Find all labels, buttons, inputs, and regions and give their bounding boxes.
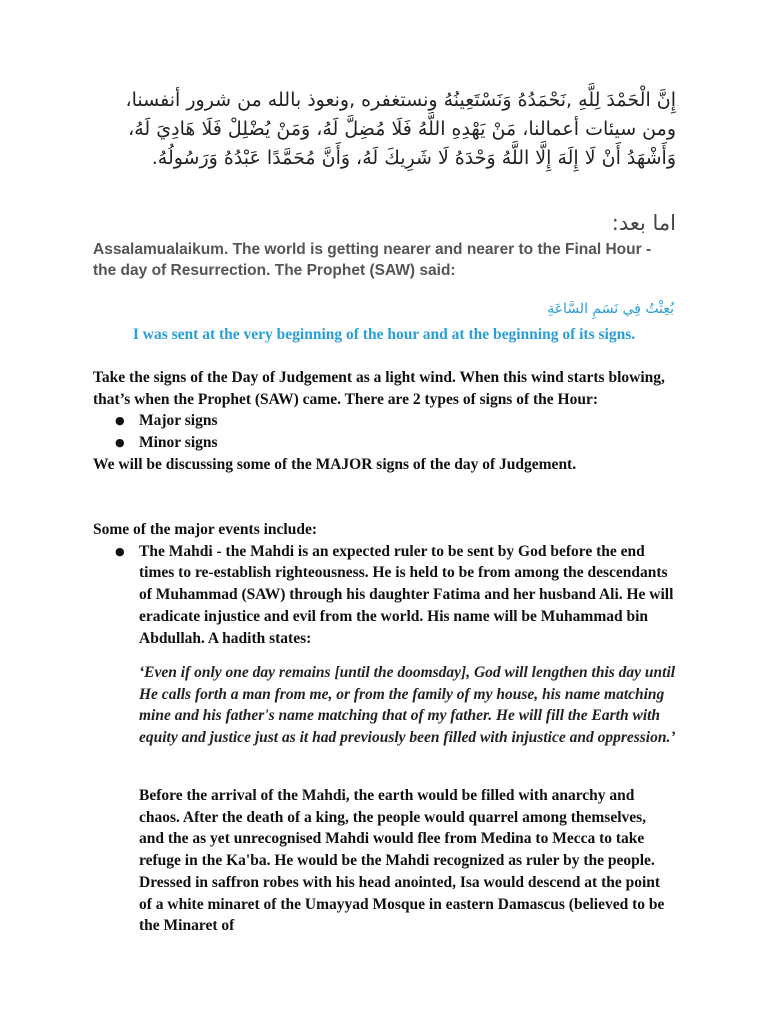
list-item-label: Major signs bbox=[139, 412, 218, 430]
list-item bbox=[93, 541, 675, 650]
opening-arabic-sermon bbox=[92, 86, 676, 173]
sign-types-list bbox=[93, 410, 675, 453]
major-events-heading: Some of the major events include: bbox=[93, 521, 318, 538]
mahdi-item-text: The Mahdi - the Mahdi is an expected ruler to be sent by God before the end times to re-establish righteousness. He is held to be from among the descendants of Muhammad (SAW) through his daughter Fatima and her husband Ali. He will eradicate injustice and evil from the world. His name will be Muhammad bin Abdullah. A hadith states: bbox=[139, 542, 674, 647]
signs-section bbox=[93, 367, 675, 476]
discussing-line: We will be discussing some of the MAJOR signs of the day of Judgement. bbox=[93, 455, 577, 473]
intro-paragraph: Assalamualaikum. The world is getting nearer and nearer to the Final Hour - the day of Resurrection. The Prophet (SAW) said: bbox=[93, 241, 652, 279]
arabic-line-1: إِنَّ الْحَمْدَ لِلَّهِ ,نَحْمَدُهُ وَنَسْتَعِينُهُ ونستغفره ,ونعوذ بالله من شرور أنفسنا، bbox=[125, 89, 676, 111]
list-item-label: Minor signs bbox=[139, 434, 218, 452]
arabic-line-3: وَأَشْهَدُ أَنْ لَا إِلَهَ إِلَّا اللَّهُ وَحْدَهُ لَا شَرِيكَ لَهُ، وَأَنَّ مُحَمَّدًا عَبْدُهُ وَرَسُولُهُ. bbox=[151, 147, 676, 169]
major-events-list bbox=[93, 541, 675, 650]
mahdi-hadith-quote: ‘Even if only one day remains [until the doomsday], God will lengthen this day until He calls forth a man from me, or from the family of my house, his name matching mine and his father's name matching that of my father. He will fill the Earth with equity and justice just as it had previously been filled with injustice and oppression.’ bbox=[139, 664, 676, 747]
list-item bbox=[93, 432, 675, 454]
bullet-icon: ● bbox=[115, 544, 125, 558]
arabic-line-2: ومن سيئات أعمالنا، مَنْ يَهْدِهِ اللَّهُ فَلَا مُضِلَّ لَهُ، وَمَنْ يُضْلِلْ فَلَا هَادِيَ لَهُ، bbox=[128, 118, 676, 140]
hadith-arabic: بُعِثْتُ فِي نَسَمِ السَّاعَةِ bbox=[547, 301, 674, 317]
amma-bad-heading: اما بعد: bbox=[611, 211, 676, 235]
mahdi-continuation-paragraph: Before the arrival of the Mahdi, the earth would be filled with anarchy and chaos. After the death of a king, the people would quarrel among themselves, and the as yet unrecognised Mahdi would flee from Medina to Mecca to take refuge in the Ka'ba. He would be the Mahdi recognized as ruler by the people. Dressed in saffron robes with his head anointed, Isa would descend at the point of a white minaret of the Umayyad Mosque in eastern Damascus (believed to be the Minaret of bbox=[139, 787, 665, 935]
hadith-translation: I was sent at the very beginning of the hour and at the beginning of its signs. bbox=[132, 326, 636, 343]
signs-paragraph: Take the signs of the Day of Judgement as a light wind. When this wind starts blowing, that’s when the Prophet (SAW) came. There are 2 types of signs of the Hour: bbox=[93, 369, 665, 408]
list-item bbox=[93, 410, 675, 432]
bullet-icon: ● bbox=[115, 436, 125, 450]
bullet-icon: ● bbox=[115, 414, 125, 428]
major-events-section bbox=[93, 519, 675, 649]
